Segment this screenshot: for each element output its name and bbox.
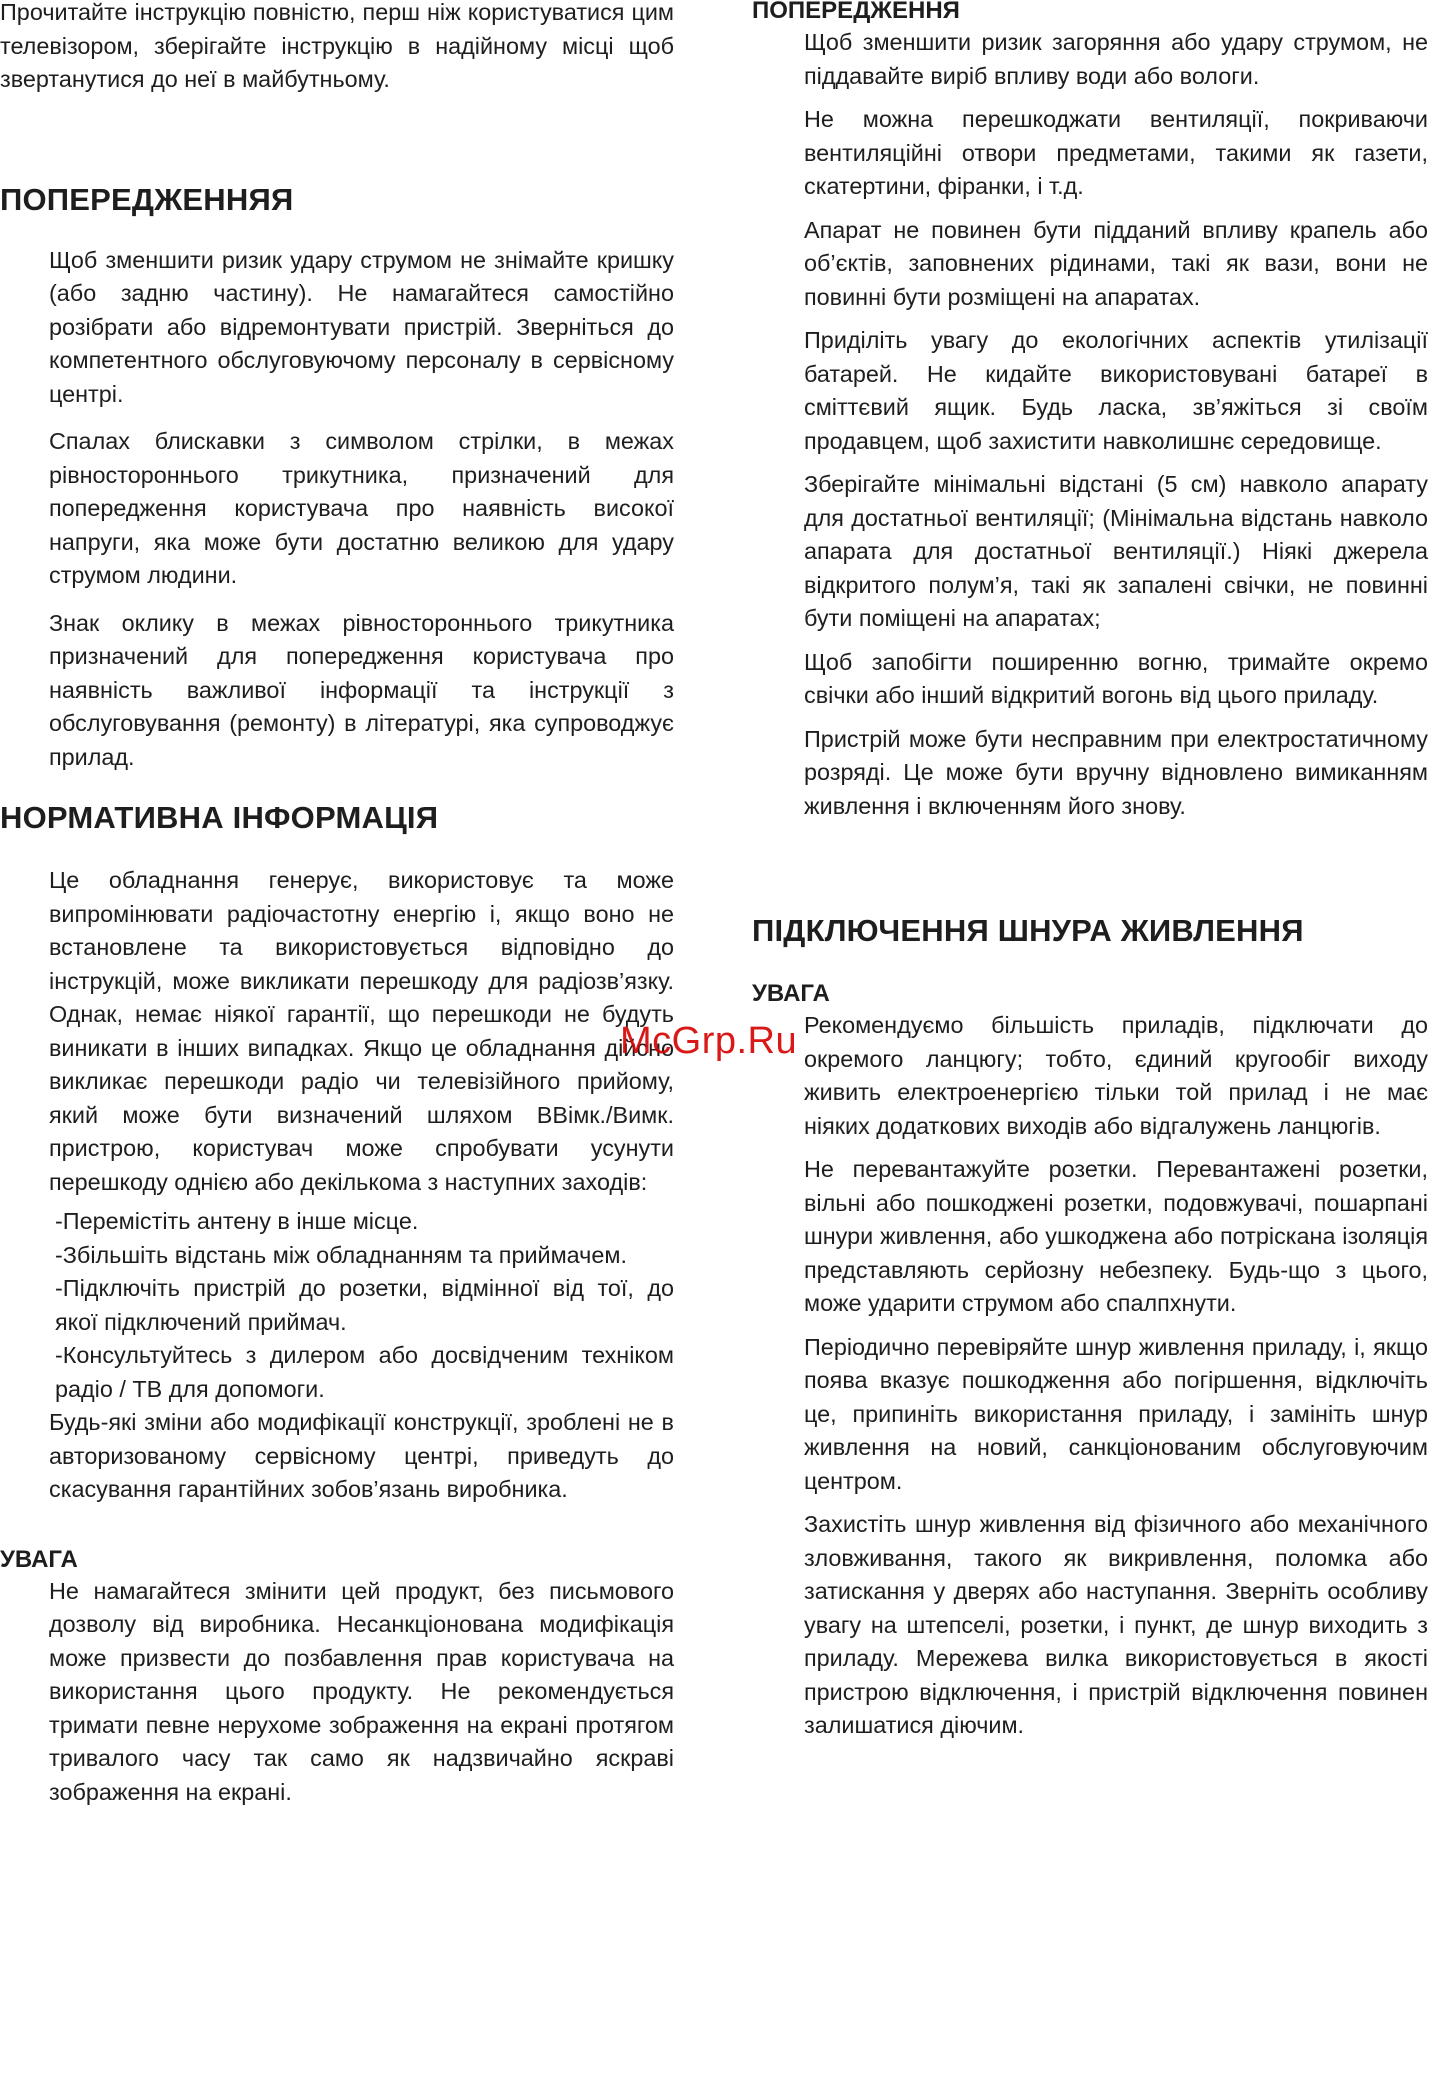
warning-paragraph-1: Щоб зменшити ризик удару струмом не знімайте кришку (або задню частину). Не намагайтеся самостійно розібрати або відремонтувати пристрій. Зверніться до компетентного обслуговуючому персоналу в сервісному центрі. [49, 246, 674, 407]
power-paragraph-1: Рекомендуємо більшість приладів, підключати до окремого ланцюгу; тобто, єдиний кругообіг виходу живить електроенергією тільки той прилад і не має ніяких додаткових виходів або відгалужень ланцюгів. [804, 1012, 1428, 1139]
warning2-paragraph-7: Пристрій може бути несправним при електростатичному розряді. Це може бути вручну відновлено вимиканням живлення і включенням його знову. [804, 725, 1428, 819]
regulatory-list [0, 1205, 674, 1406]
warning2-paragraph-4: Приділіть увагу до екологічних аспектів утилізації батарей. Не кидайте використовувані батареї в сміттєвий ящик. Будь ласка, зв’яжіться зі своїм продавцем, щоб захистити навколишнє середовище. [804, 327, 1428, 454]
watermark: McGrp.Ru [620, 1020, 798, 1062]
warning2-paragraph-6: Щоб запобігти поширенню вогню, тримайте окремо свічки або інший відкритий вогонь від цього приладу. [804, 648, 1428, 708]
power-paragraph-2: Не перевантажуйте розетки. Перевантажені розетки, вільні або пошкоджені розетки, подовжувачі, пошарпані шнури живлення, або ушкоджена або потріскана ізоляція представляють серйозну небезпеку. Будь-що з цього, може ударити струмом або спалпхнути. [804, 1156, 1428, 1316]
warning2-paragraph-5: Зберігайте мінімальні відстані (5 см) навколо апарату для достатньої вентиляції; (Мінімальна відстань навколо апарата для достатньої вентиляції.) Ніякі джерела відкритого полум’я, такі як запалені свічки, не повинні бути поміщені на апаратах; [804, 471, 1428, 631]
warning2-paragraph-3: Апарат не повинен бути підданий впливу крапель або об’єктів, заповнених рідинами, такі як вази, вони не повинні бути розміщені на апаратах. [804, 216, 1428, 310]
list-item: -Перемістіть антену в інше місце. [55, 1208, 419, 1234]
power-paragraph-4: Захистіть шнур живлення від фізичного або механічного зловживання, такого як викривлення, поломка або затискання у дверях або наступання. Зверніть особливу увагу на штепселі, розетки, і пункт, де шнур виходить з приладу. Мережева вилка використовується в якості пристрою відключення, і пристрій відключення повинен залишатися діючим. [804, 1511, 1428, 1738]
regulatory-closing: Будь-які зміни або модифікації конструкції, зроблені не в авторизованому сервісному центрі, приведуть до скасування гарантійних зобов’язань виробника. [49, 1409, 674, 1502]
list-item: -Консультуйтесь з дилером або досвідченим техніком радіо / ТВ для допомоги. [55, 1342, 674, 1402]
warning2-heading: ПОПЕРЕДЖЕННЯ [752, 0, 960, 24]
power-cord-heading: ПІДКЛЮЧЕННЯ ШНУРА ЖИВЛЕННЯ [752, 913, 1304, 948]
right-column [752, 0, 1428, 1743]
attention-paragraph: Не намагайтеся змінити цей продукт, без письмового дозволу від виробника. Несанкціонована модифікація може призвести до позбавлення прав користувача на використання цього продукту. Не рекомендується тримати певне нерухоме зображення на екрані протягом тривалого часу так само як надзвичайно яскраві зображення на екрані. [49, 1577, 674, 1805]
warning-paragraph-3: Знак оклику в межах рівностороннього трикутника призначений для попередження користувача про наявність важливої інформації та інструкції з обслуговування (ремонту) в літературі, яка супроводжує прилад. [49, 609, 674, 770]
warning2-paragraph-2: Не можна перешкоджати вентиляції, покриваючи вентиляційні отвори предметами, такими як газети, скатертини, фіранки, і т.д. [804, 106, 1428, 199]
regulatory-heading: НОРМАТИВНА ІНФОРМАЦІЯ [0, 800, 439, 835]
warning-heading: ПОПЕРЕДЖЕННЯЯ [0, 181, 294, 217]
warning-paragraph-2: Спалах блискавки з символом стрілки, в межах рівностороннього трикутника, призначений для попередження користувача про наявність високої напруги, яка може бути достатню великою для удару струмом людини. [49, 428, 674, 588]
left-column [0, 0, 674, 1809]
list-item: -Підключіть пристрій до розетки, відмінної від тої, до якої підключений приймач. [55, 1275, 674, 1335]
power-paragraph-3: Періодично перевіряйте шнур живлення приладу, і, якщо поява вказує пошкодження або погіршення, відключіть це, припиніть використання приладу, і замініть шнур живлення на новий, санкціонованим обслуговуючим центром. [804, 1333, 1428, 1494]
power-attention-heading: УВАГА [752, 980, 830, 1007]
list-item: -Збільшіть відстань між обладнанням та приймачем. [55, 1241, 627, 1268]
warning2-paragraph-1: Щоб зменшити ризик загоряння або удару струмом, не піддавайте виріб впливу води або вологи. [804, 29, 1428, 89]
intro-paragraph: Прочитайте інструкцію повністю, перш ніж користуватися цим телевізором, зберігайте інструкцію в надійному місці щоб звертанутися до неї в майбутньому. [0, 0, 674, 92]
regulatory-paragraph: Це обладнання генерує, використовує та може випромінювати радіочастотну енергію і, якщо воно не встановлене та використовується відповідно до інструкцій, може викликати перешкоду для радіозв’язку. Однак, немає ніякої гарантії, що перешкоди не будуть виникати в інших випадках. Якщо це обладнання дійсно викликає перешкоди радіо чи телевізійного прийому, який може бути визначений шляхом ВВімк./Вимк. пристрою, користувач може спробувати усунути перешкоду однією або декількома з наступних заходів: [49, 867, 674, 1195]
attention-heading: УВАГА [0, 1545, 78, 1573]
